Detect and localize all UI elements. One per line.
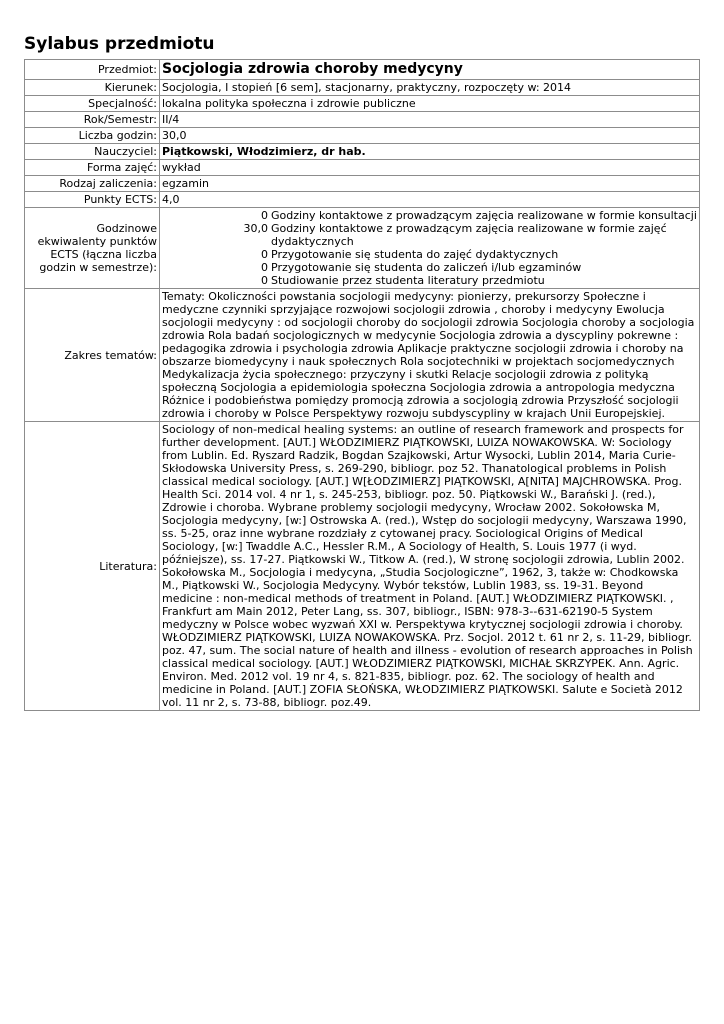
row-literature <box>25 422 700 711</box>
row-year-semester <box>25 112 700 128</box>
teacher-value: Piątkowski, Włodzimierz, dr hab. <box>160 144 700 160</box>
ects-item-desc: Studiowanie przez studenta literatury przedmiotu <box>271 274 545 287</box>
specialty-label: Specjalność: <box>25 96 160 112</box>
year-semester-value: II/4 <box>160 112 700 128</box>
field-value: Socjologia, I stopień [6 sem], stacjonarny, praktyczny, rozpoczęty w: 2014 <box>160 80 700 96</box>
ects-item-desc: Godziny kontaktowe z prowadzącym zajęcia realizowane w formie konsultacji <box>271 209 697 222</box>
row-ects <box>25 192 700 208</box>
ects-item <box>162 222 697 248</box>
ects-item <box>162 261 697 274</box>
ects-item-hours: 0 <box>261 274 268 287</box>
row-form <box>25 160 700 176</box>
topics-value: Tematy: Okoliczności powstania socjologii medycyny: pionierzy, prekursorzy Społeczne i medyczne czynniki sprzyjające rozwojowi socjologii zdrowia , choroby i medycyny Ewolucja socjologii medycyny : od socjologii choroby do socjologii zdrowia Socjologia choroby a socjologia zdrowia Rola badań socjologicznych w medycynie Socjologia zdrowia a dyscypliny pokrewne : pedagogika zdrowia i psychologia zdrowia Aplikacje praktyczne socjologii zdrowia i choroby na obszarze biomedycyny i nauk społecznych Rola socjotechniki w projektach socjomedycznych Medykalizacja życia społecznego: przyczyny i skutki Relacje socjologii zdrowia z polityką społeczną Socjologia a epidemiologia społeczna Socjologia zdrowia a antropologia medyczna Różnice i podobieństwa pomiędzy promocją zdrowia a socjologią zdrowia Przyszłość socjologii zdrowia i choroby w Polsce Perspektywy rozwoju subdyscypliny w krajach Unii Europejskiej. <box>160 289 700 422</box>
credit-type-value: egzamin <box>160 176 700 192</box>
ects-item-hours: 30,0 <box>243 222 268 235</box>
row-subject <box>25 60 700 80</box>
row-topics <box>25 289 700 422</box>
ects-item-desc: Przygotowanie się studenta do zaliczeń i/lub egzaminów <box>271 261 582 274</box>
page-title: Sylabus przedmiotu <box>24 34 215 54</box>
row-credit-type <box>25 176 700 192</box>
row-hours <box>25 128 700 144</box>
row-specialty <box>25 96 700 112</box>
form-label: Forma zajęć: <box>25 160 160 176</box>
topics-label: Zakres tematów: <box>25 289 160 422</box>
ects-item <box>162 209 697 222</box>
row-teacher <box>25 144 700 160</box>
ects-item-hours: 0 <box>261 248 268 261</box>
literature-value: Sociology of non-medical healing systems: an outline of research framework and prospects for further development. [AUT.] WŁODZIMIERZ PIĄTKOWSKI, LUIZA NOWAKOWSKA. W: Sociology from Lublin. Ed. Ryszard Radzik, Bogdan Szajkowski, Artur Wysocki, Lublin 2014, Maria Curie-Skłodowska University Press, s. 269-290, bibliogr. poz 52. Thanatological problems in Polish classical medical sociology. [AUT.] W[ŁODZIMIERZ] PIĄTKOWSKI, A[NITA] MAJCHROWSKA. Prog. Health Sci. 2014 vol. 4 nr 1, s. 245-253, bibliogr. poz. 50. Piątkowski W., Barański J. (red.), Zdrowie i choroba. Wybrane problemy socjologii medycyny, Wrocław 2002. Sokołowska M, Socjologia medycyny, [w:] Ostrowska A. (red.), Wstęp do socjologii medycyny, Warszawa 1990, ss. 5-25, oraz inne wybrane rozdziały z cytowanej pracy. Sociological Origins of Medical Sociology, [w:] Twaddle A.C., Hessler R.M., A Sociology of Health, S. Louis 1977 (i wyd. późniejsze), ss. 17-27. Piątkowski W., Titkow A. (red.), W stronę socjologii zdrowia, Lublin 2002. Sokołowska M., Socjologia i medycyna, „Studia Socjologiczne”, 1962, 3, także w: Chodkowska M., Piątkowski W., Socjologia Medycyny. Wybór tekstów, Lublin 1983, ss. 19-31. Beyond medicine : non-medical methods of treatment in Poland. [AUT.] WŁODZIMIERZ PIĄTKOWSKI. , Frankfurt am Main 2012, Peter Lang, ss. 307, bibliogr., ISBN: 978-3--631-62190-5 System medyczny w Polsce wobec wyzwań XXI w. Perspektywa krytycznej socjologii zdrowia i choroby. WŁODZIMIERZ PIĄTKOWSKI, LUIZA NOWAKOWSKA. Prz. Socjol. 2012 t. 61 nr 2, s. 11-29, bibliogr. poz. 47, sum. The social nature of health and illness - evolution of research approaches in Polish classical medical sociology. [AUT.] WŁODZIMIERZ PIĄTKOWSKI, MICHAŁ SKRZYPEK. Ann. Agric. Environ. Med. 2012 vol. 19 nr 4, s. 821-835, bibliogr. poz. 62. The sociology of health and medicine in Poland. [AUT.] ZOFIA SŁOŃSKA, WŁODZIMIERZ PIĄTKOWSKI. Salute e Società 2012 vol. 11 nr 2, s. 73-88, bibliogr. poz.49. <box>160 422 700 711</box>
ects-equivalents-label: Godzinowe ekwiwalenty punktów ECTS (łączna liczba godzin w semestrze): <box>25 208 160 289</box>
ects-item-hours: 0 <box>261 209 268 222</box>
ects-item <box>162 274 697 287</box>
literature-label: Literatura: <box>25 422 160 711</box>
year-semester-label: Rok/Semestr: <box>25 112 160 128</box>
row-field <box>25 80 700 96</box>
subject-label: Przedmiot: <box>25 60 160 80</box>
subject-value: Socjologia zdrowia choroby medycyny <box>160 60 700 80</box>
ects-item-desc: Godziny kontaktowe z prowadzącym zajęcia realizowane w formie zajęć dydaktycznych <box>271 222 667 248</box>
ects-item-desc: Przygotowanie się studenta do zajęć dydaktycznych <box>271 248 559 261</box>
ects-value: 4,0 <box>160 192 700 208</box>
ects-item-hours: 0 <box>261 261 268 274</box>
hours-value: 30,0 <box>160 128 700 144</box>
syllabus-table <box>24 59 700 711</box>
ects-item <box>162 248 697 261</box>
ects-label: Punkty ECTS: <box>25 192 160 208</box>
row-ects-equivalents <box>25 208 700 289</box>
ects-equivalents-list <box>162 209 697 287</box>
teacher-label: Nauczyciel: <box>25 144 160 160</box>
specialty-value: lokalna polityka społeczna i zdrowie publiczne <box>160 96 700 112</box>
form-value: wykład <box>160 160 700 176</box>
field-label: Kierunek: <box>25 80 160 96</box>
credit-type-label: Rodzaj zaliczenia: <box>25 176 160 192</box>
ects-equivalents-value <box>160 208 700 289</box>
hours-label: Liczba godzin: <box>25 128 160 144</box>
